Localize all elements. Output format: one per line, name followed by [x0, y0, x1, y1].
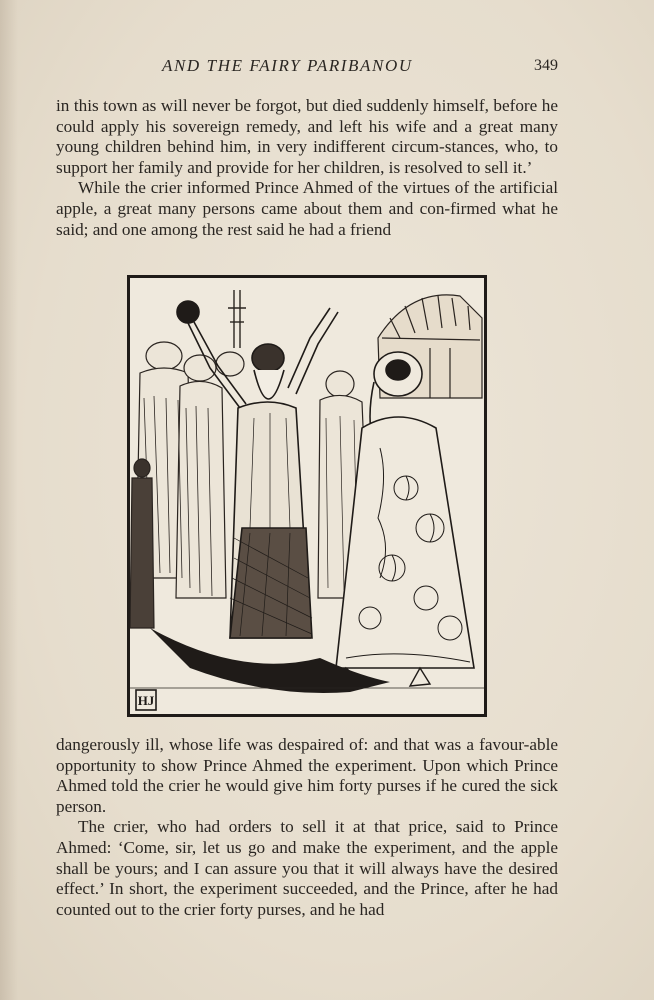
monogram-mark	[136, 690, 156, 710]
illustration-drawing	[130, 278, 484, 714]
page-number: 349	[534, 57, 558, 74]
illustration-crier-with-apple	[127, 275, 487, 717]
gutter-shadow	[0, 0, 18, 1000]
running-head	[56, 56, 558, 80]
running-title: AND THE FAIRY PARIBANOU	[162, 56, 413, 75]
paragraph: While the crier informed Prince Ahmed of the virtues of the artificial apple, a great many persons came about them and con-firmed what he said; and one among the rest said he had a friend	[56, 178, 558, 239]
monogram-text: HJ	[137, 693, 155, 708]
text-before-illustration	[56, 96, 558, 240]
paragraph: dangerously ill, whose life was despaired of: and that was a favour-able opportunity to show Prince Ahmed the experiment. Upon which Prince Ahmed told the crier he would give him forty purses if he cured the sick person.	[56, 735, 558, 816]
text-after-illustration	[56, 735, 558, 920]
paragraph: in this town as will never be forgot, but died suddenly himself, before he could apply his sovereign remedy, and left his wife and a great many young children behind him, in very indifferent circum-stances, who, to support her family and provide for her children, is resolved to sell it.’	[56, 96, 558, 177]
paragraph: The crier, who had orders to sell it at that price, said to Prince Ahmed: ‘Come, sir, let us go and make the experiment, and the apple shall be yours; and I can assure you that it will always have the desired effect.’ In short, the experiment succeeded, and the Prince, after he had counted out to the crier forty purses, and he had	[56, 817, 558, 919]
